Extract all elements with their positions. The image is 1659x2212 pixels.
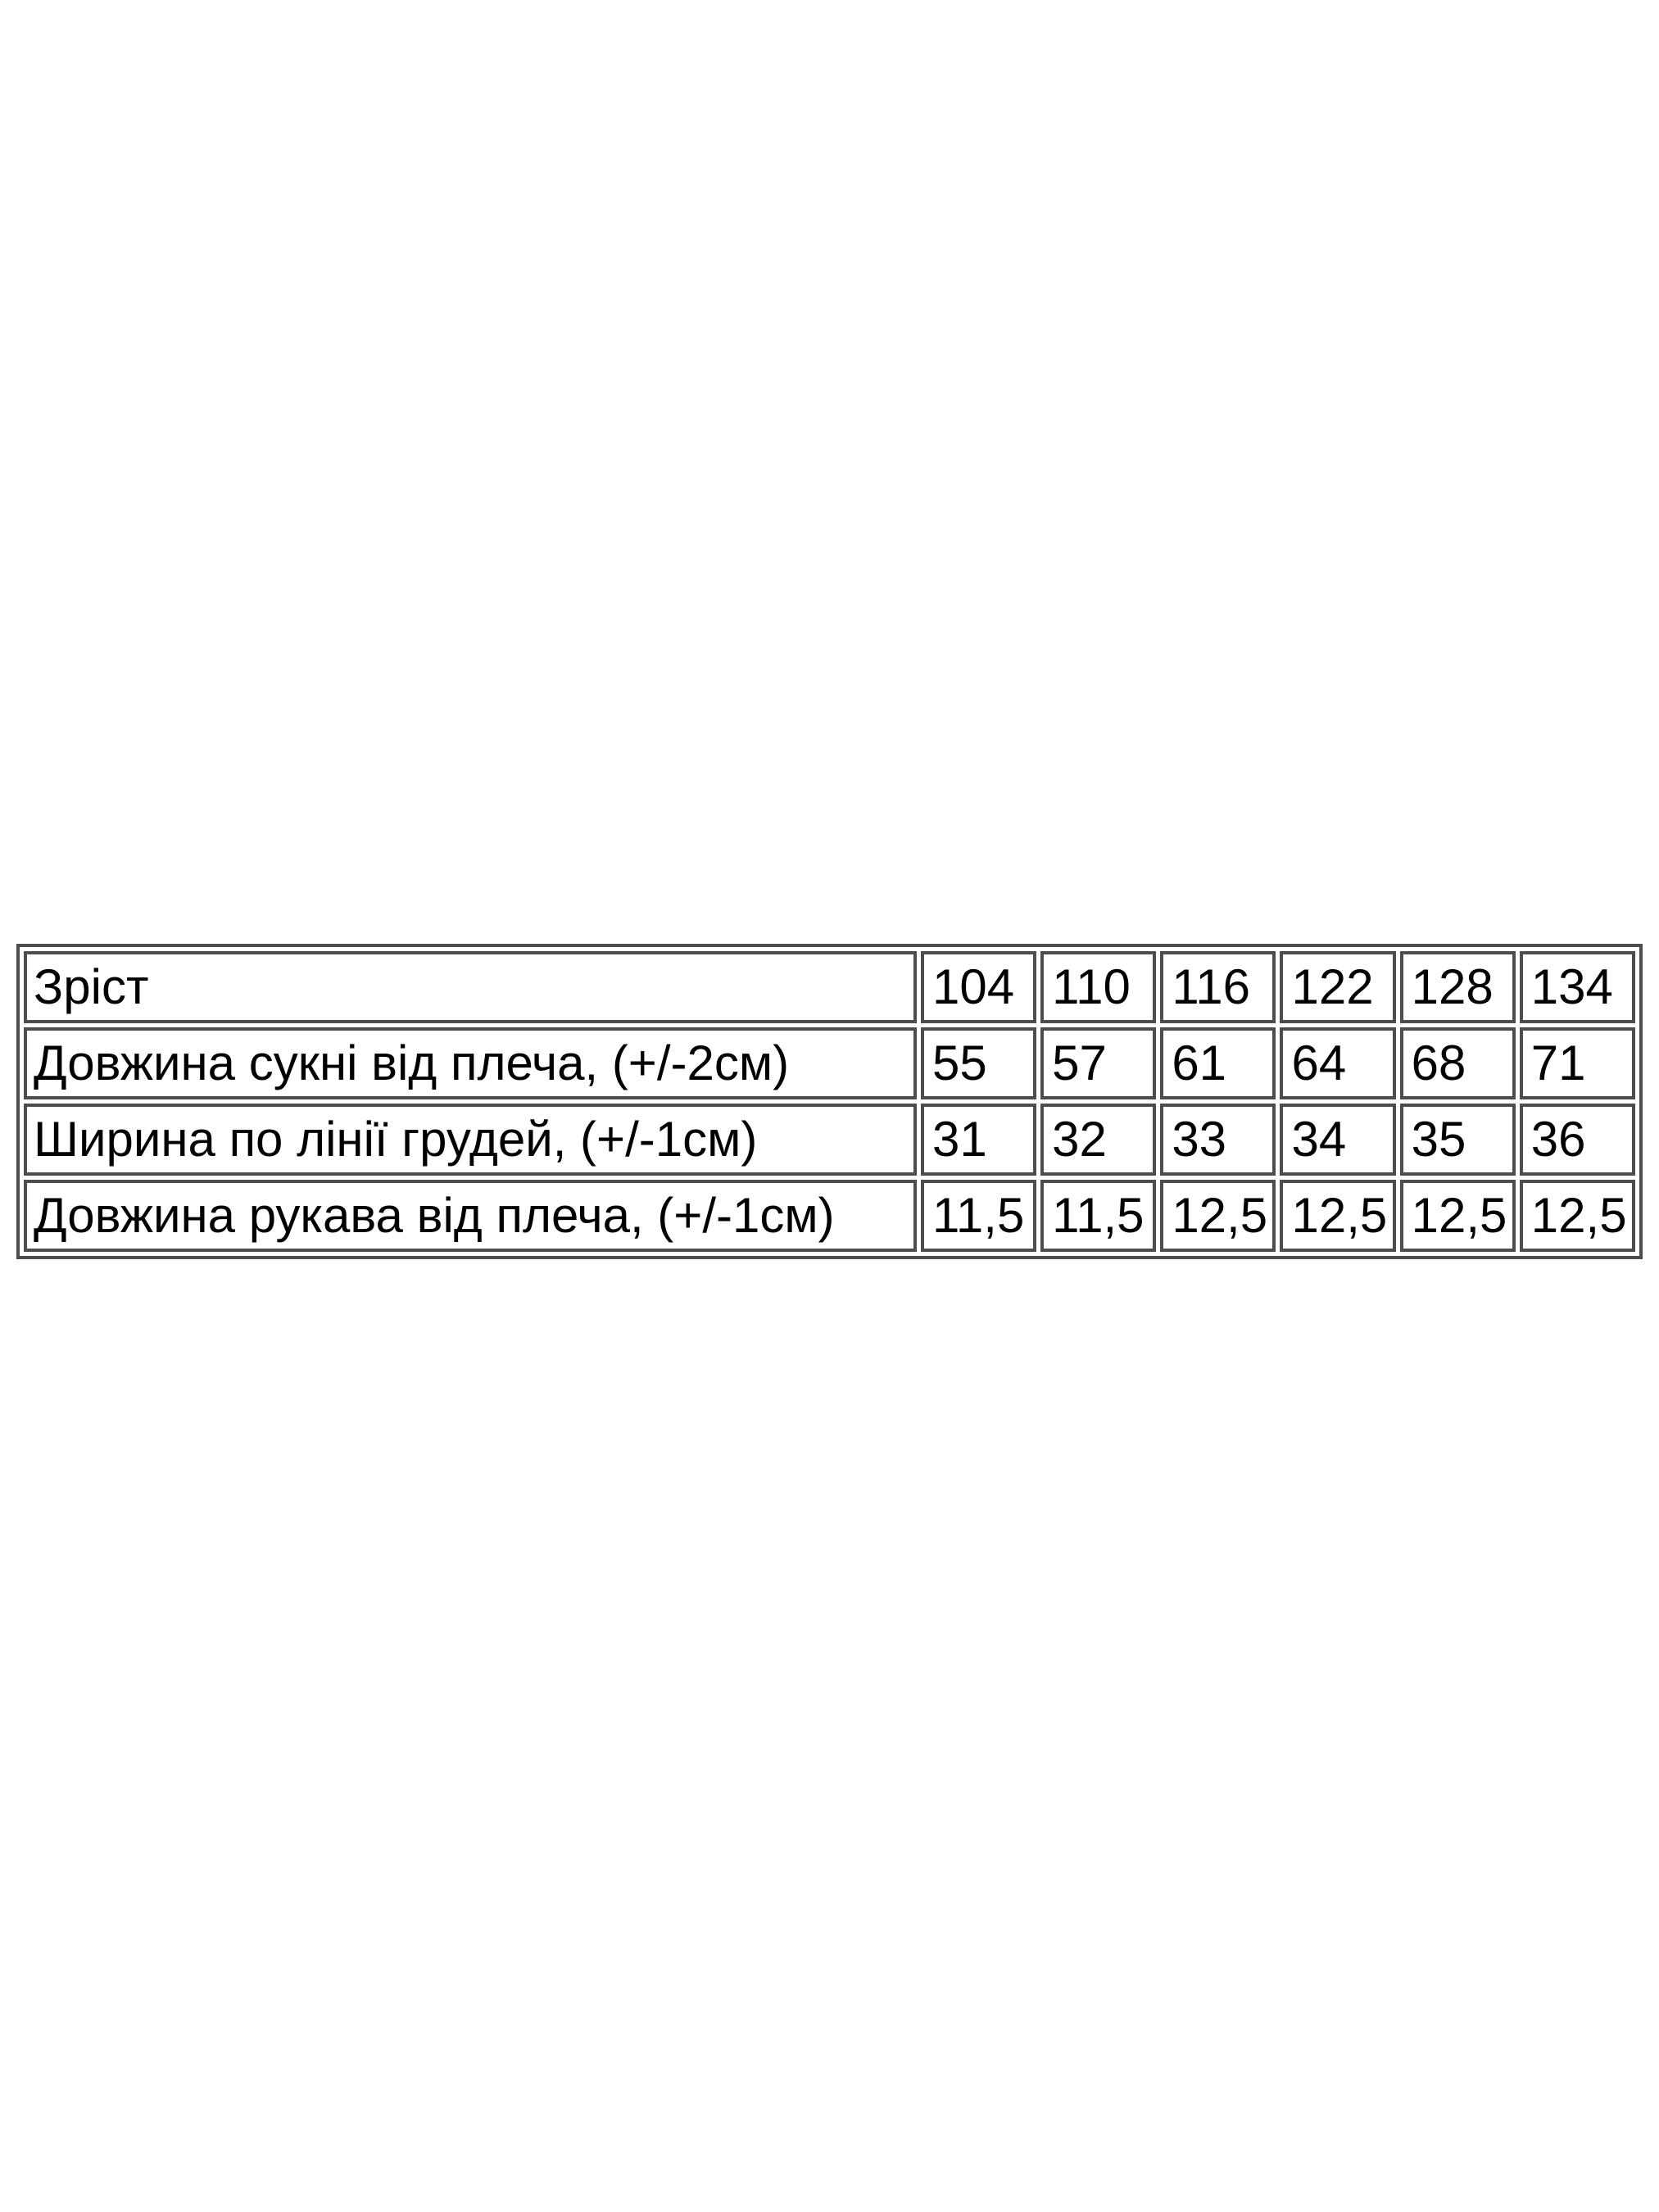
cell-sleeve-length-104: 11,5 [921, 1180, 1036, 1252]
cell-sleeve-length-116: 12,5 [1160, 1180, 1276, 1252]
row-label-dress-length: Довжина сукні від плеча, (+/-2см) [24, 1027, 917, 1099]
cell-sleeve-length-110: 11,5 [1040, 1180, 1156, 1252]
cell-sleeve-length-134: 12,5 [1520, 1180, 1635, 1252]
cell-height-110: 110 [1040, 951, 1156, 1023]
cell-chest-width-134: 36 [1520, 1104, 1635, 1176]
cell-chest-width-116: 33 [1160, 1104, 1276, 1176]
cell-height-116: 116 [1160, 951, 1276, 1023]
cell-dress-length-122: 64 [1280, 1027, 1395, 1099]
cell-height-134: 134 [1520, 951, 1635, 1023]
size-table [16, 944, 1643, 1259]
cell-height-122: 122 [1280, 951, 1395, 1023]
cell-sleeve-length-128: 12,5 [1400, 1180, 1516, 1252]
cell-dress-length-104: 55 [921, 1027, 1036, 1099]
cell-chest-width-128: 35 [1400, 1104, 1516, 1176]
table-row-sleeve-length [24, 1180, 1635, 1252]
table-row-dress-length [24, 1027, 1635, 1099]
row-label-height: Зріст [24, 951, 917, 1023]
cell-chest-width-122: 34 [1280, 1104, 1395, 1176]
cell-height-104: 104 [921, 951, 1036, 1023]
cell-dress-length-110: 57 [1040, 1027, 1156, 1099]
table-row-chest-width [24, 1104, 1635, 1176]
row-label-sleeve-length: Довжина рукава від плеча, (+/-1см) [24, 1180, 917, 1252]
cell-height-128: 128 [1400, 951, 1516, 1023]
cell-sleeve-length-122: 12,5 [1280, 1180, 1395, 1252]
row-label-chest-width: Ширина по лінії грудей, (+/-1см) [24, 1104, 917, 1176]
cell-dress-length-134: 71 [1520, 1027, 1635, 1099]
cell-chest-width-104: 31 [921, 1104, 1036, 1176]
cell-dress-length-116: 61 [1160, 1027, 1276, 1099]
cell-chest-width-110: 32 [1040, 1104, 1156, 1176]
table-row-height [24, 951, 1635, 1023]
size-table-container [16, 944, 1643, 1259]
cell-dress-length-128: 68 [1400, 1027, 1516, 1099]
